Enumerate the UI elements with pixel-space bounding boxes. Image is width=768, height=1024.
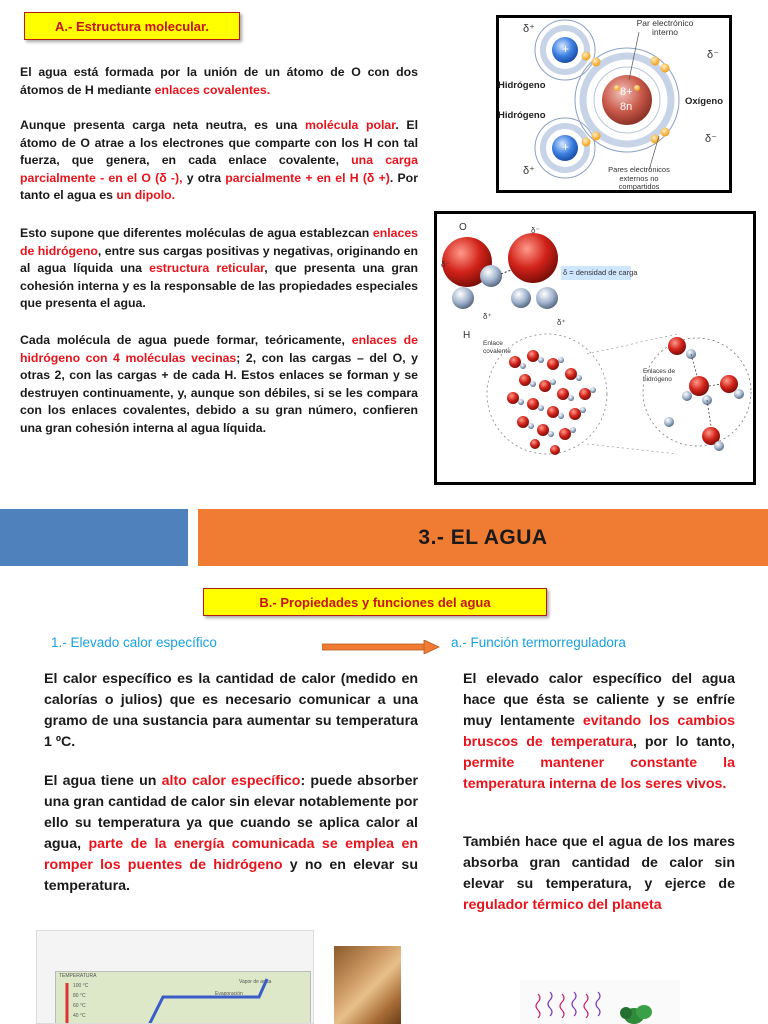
covalent-bond-label: Enlace covalente bbox=[483, 340, 511, 355]
highlighted-text: alto calor específico bbox=[161, 773, 301, 789]
text-run: También hace que el agua de los mares absorba gran cantidad de calor sin elevar su temperatura, y ejerce de bbox=[463, 834, 735, 892]
graph-tick-100: 100 °C bbox=[73, 983, 89, 989]
banner-left-block bbox=[0, 509, 188, 566]
graph-evaporacion-label: Evaporación bbox=[215, 991, 243, 997]
text-run: , que presenta una gran cohesión interna y es la responsable de las propiedades especiales que presenta el agua. bbox=[20, 261, 419, 311]
banner-title: 3.- EL AGUA bbox=[418, 525, 548, 549]
highlighted-text: enlaces de hidrógeno bbox=[20, 226, 418, 258]
text-run: : puede absorber una gran cantidad de calor sin elevar notablemente por ello su temperatura ya que cuando se aplica calor al agua, bbox=[44, 773, 418, 852]
heating-curve-line bbox=[37, 931, 314, 1024]
section-a-paragraph-2 bbox=[20, 117, 418, 205]
left-paragraph-1 bbox=[44, 669, 418, 753]
hydrogen-bonds-label: Enlaces de hidrógeno bbox=[643, 368, 676, 383]
highlighted-text: permite mantener constante la temperatura interna de los seres vivos. bbox=[463, 755, 735, 792]
hidrogeno-label-1: Hidrógeno bbox=[498, 80, 546, 91]
section-a-heading bbox=[24, 12, 240, 40]
text-run: y otra bbox=[182, 170, 226, 185]
text-run: El agua está formada por la unión de un átomo de O con dos átomos de H mediante bbox=[20, 65, 418, 97]
arrow-right-icon bbox=[322, 640, 440, 654]
highlighted-text: molécula polar bbox=[305, 118, 396, 132]
hidrogeno-label-2: Hidrógeno bbox=[498, 110, 546, 121]
highlighted-text: enlaces covalentes. bbox=[154, 82, 271, 97]
text-run: . Por tanto el agua es bbox=[20, 170, 418, 203]
pares-externos-label: Pares electrónicos externos no compartidos bbox=[608, 165, 670, 191]
banner-right-block bbox=[198, 509, 768, 566]
section-b-heading bbox=[203, 588, 547, 616]
subheading-funcion-termorreguladora: a.- Función termorreguladora bbox=[451, 635, 626, 650]
left-paragraph-2 bbox=[44, 771, 418, 897]
skin-texture-image bbox=[334, 946, 401, 1024]
highlighted-text: evitando los cambios bruscos de temperatura bbox=[463, 713, 735, 750]
highlighted-text: una carga parcialmente - en el O (δ -), bbox=[20, 153, 419, 185]
section-a-paragraph-4 bbox=[20, 332, 418, 438]
text-run: , entre sus cargas positivas y negativas, originando en al agua líquida una bbox=[20, 243, 418, 276]
text-run: Cada molécula de agua puede formar, teóricamente, bbox=[20, 333, 352, 347]
delta-minus-label-1: δ⁻ bbox=[707, 49, 719, 61]
text-run: , por lo tanto, bbox=[632, 734, 735, 750]
text-run: y no en elevar su temperatura. bbox=[44, 857, 418, 894]
graph-tick-80: 80 °C bbox=[73, 993, 86, 999]
graph-tick-40: 40 °C bbox=[73, 1013, 86, 1019]
charge-density-label: δ = densidad de carga bbox=[563, 268, 638, 277]
par-electronico-label: Par electrónico interno bbox=[636, 18, 694, 37]
graph-vapor-label: Vapor de agua bbox=[239, 979, 272, 985]
text-run: Esto supone que diferentes moléculas de agua establezcan bbox=[20, 226, 373, 240]
section-a-paragraph-3 bbox=[20, 225, 418, 313]
text-run: El calor específico es la cantidad de calor (medido en calorías o julios) que es necesario comunicar a una gramo de una sustancia para aumentar su temperatura 1 ºC. bbox=[44, 671, 418, 750]
water-molecule-diagram bbox=[496, 15, 732, 193]
heat-waves-icon bbox=[520, 980, 680, 1024]
oxigeno-label: Oxígeno bbox=[685, 96, 724, 107]
proton-plus-label-2: + bbox=[562, 140, 570, 154]
nucleus-charge-label: 8+ bbox=[620, 86, 633, 98]
highlighted-text: parcialmente + en el H (δ +) bbox=[225, 170, 390, 185]
delta-plus-top-label: δ⁺ bbox=[523, 23, 535, 35]
section-b-heading-text: B.- Propiedades y funciones del agua bbox=[259, 594, 491, 610]
hydrogen-letter-label: H bbox=[463, 330, 471, 341]
heating-curve-graph bbox=[36, 930, 314, 1024]
section-a-heading-text: A.- Estructura molecular. bbox=[55, 18, 209, 34]
text-run: . El átomo de O atrae a los electrones que comparte con los H con tal fuerza, que genera, en cada enlace covalente, bbox=[20, 118, 419, 168]
right-paragraph-1 bbox=[463, 669, 735, 795]
graph-tick-60: 60 °C bbox=[73, 1003, 86, 1009]
graph-y-label: TEMPERATURA bbox=[59, 973, 97, 979]
highlighted-text: enlaces de hidrógeno con 4 moléculas vecinas bbox=[20, 333, 419, 365]
right-paragraph-2 bbox=[463, 832, 735, 916]
text-run: Aunque presenta carga neta neutra, es una bbox=[20, 118, 306, 132]
delta-plus-mark-1: δ⁺ bbox=[483, 312, 492, 321]
hydrogen-bond-diagram bbox=[434, 211, 756, 485]
text-run: El agua tiene un bbox=[44, 773, 162, 789]
highlighted-text: regulador térmico del planeta bbox=[463, 897, 662, 913]
subheading-calor-especifico: 1.- Elevado calor específico bbox=[51, 635, 217, 650]
text-run: ; 2, con las cargas – del O, y otras 2, con las cargas + de cada H. Estos enlaces se forman y se destruyen continuamente, y, aunque son débiles, si se les compara con los enlaces covalentes, debido a su gran número, confieren una gran cohesión interna al agua líquida. bbox=[20, 350, 419, 435]
ocean-heat-illustration bbox=[520, 980, 680, 1024]
nucleus-neutron-label: 8n bbox=[620, 101, 633, 113]
highlighted-text: parte de la energía comunicada se emplea en romper los puentes de hidrógeno bbox=[44, 836, 419, 873]
delta-plus-bottom-label: δ⁺ bbox=[523, 165, 535, 177]
text-run: El elevado calor específico del agua hace que ésta se caliente y se enfríe muy lentamente bbox=[463, 671, 735, 729]
delta-minus-label-2: δ⁻ bbox=[705, 133, 717, 145]
proton-plus-label-1: + bbox=[562, 42, 570, 56]
delta-plus-mark-2: δ⁺ bbox=[557, 318, 566, 327]
section-a-paragraph-1 bbox=[20, 64, 418, 99]
highlighted-text: estructura reticular bbox=[149, 261, 265, 276]
delta-minus-mark-1: δ⁻ bbox=[531, 226, 540, 235]
highlighted-text: un dipolo. bbox=[116, 188, 176, 203]
delta-minus-mark-2: δ⁻ bbox=[441, 260, 450, 269]
oxygen-letter-label: O bbox=[459, 222, 467, 233]
